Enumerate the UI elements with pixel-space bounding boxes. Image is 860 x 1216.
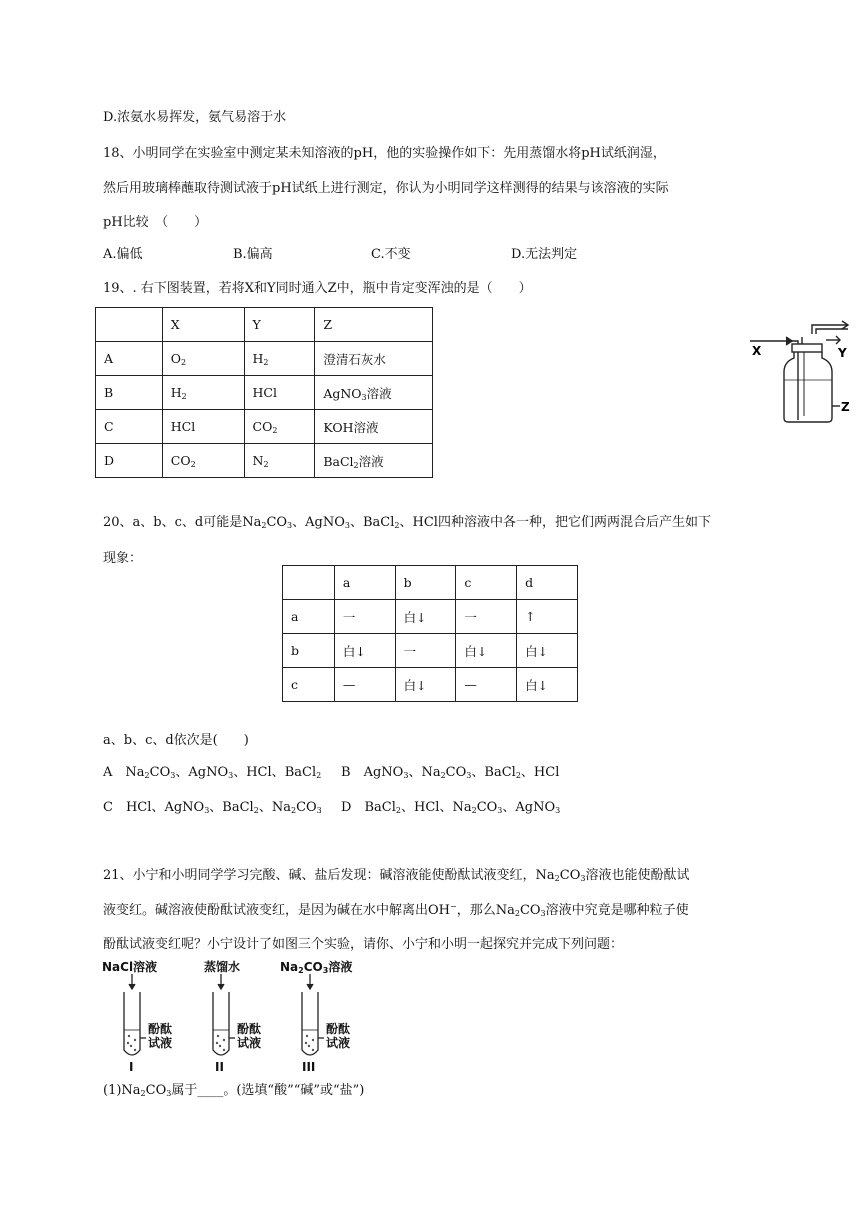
table-row [283,668,578,702]
table-cell: 白↓ [456,634,517,668]
table-cell: 一 [456,600,517,634]
table-cell: 一 [334,600,395,634]
table-cell: — [456,668,517,702]
q20-stem-line2: 现象： [103,551,143,566]
q21-stem-line2: 液变红。碱溶液使酚酞试液变红，是因为碱在水中解离出OH−，那么$Na_2CO_3$溶液中究竟是哪种粒子使 [103,902,689,918]
q18-stem-line2: 然后用玻璃棒蘸取待测试液于pH试纸上进行测定，你认为小明同学这样测得的结果与该溶液的实际 [103,181,669,196]
q18-option-d: D.无法判定 [511,247,578,262]
z-label: Z [841,400,850,414]
table-cell: HCl [244,376,315,410]
table-cell: Y [244,308,315,342]
table-cell: c [456,566,517,600]
table-cell: b [283,634,335,668]
table-cell: 白↓ [334,634,395,668]
table-cell: AgNO$_3$溶液 [315,376,433,410]
table-cell: C [96,410,163,444]
tube-1-numeral: I [129,1060,134,1074]
q19-stem: 19、. 右下图装置，若将X和Y同时通入Z中，瓶中肯定变浑浊的是（ ） [103,281,532,296]
tube-1-title: NaCl溶液 [102,960,158,974]
q21-subquestion-1: $(1)Na_2CO_3$属于____。(选填“酸”“碱”或“盐”) [103,1083,365,1098]
q21-stem-line3: 酚酞试液变红呢？小宁设计了如图三个实验，请你、小宁和小明一起探究并完成下列问题： [103,937,624,952]
table-row [96,444,433,478]
table-row [96,410,433,444]
table-cell: 白↓ [395,600,456,634]
table-cell: 白↓ [517,634,578,668]
table-row [283,566,578,600]
table-cell: — [334,668,395,702]
table-cell: BaCl$_2$溶液 [315,444,433,478]
table-cell [283,566,335,600]
tube-2-indicator: 酚酞 试液 [237,1022,262,1050]
table-cell: 白↓ [395,668,456,702]
q20-table [282,565,578,702]
x-label: X [752,344,762,358]
q18-stem-line1: 18、小明同学在实验室中测定某未知溶液的pH，他的实验操作如下：先用蒸馏水将pH试纸润湿， [103,146,666,161]
table-cell: 白↓ [517,668,578,702]
table-row [283,600,578,634]
table-cell: D [96,444,163,478]
q18-option-a: A.偏低 [103,247,143,262]
tube-1-indicator: 酚酞 试液 [148,1022,173,1050]
table-cell: B [96,376,163,410]
table-cell: $O_2$ [162,342,244,376]
table-cell: $N_2$ [244,444,315,478]
table-cell: X [162,308,244,342]
table-cell: a [334,566,395,600]
tube-2-title: 蒸馏水 [204,960,241,974]
q19-table [95,307,433,478]
table-cell: 一 [395,634,456,668]
table-cell: b [395,566,456,600]
table-cell: KOH溶液 [315,410,433,444]
tube-3-indicator: 酚酞 试液 [326,1022,351,1050]
y-label: Y [838,346,847,360]
table-row [96,376,433,410]
q18-option-b: B.偏高 [233,247,273,262]
q18-stem-line3: pH比较 （ ） [103,215,208,230]
q20-option-b: B AgNO$_3$、$Na_2CO_3$、BaCl$_2$、HCl [341,765,560,780]
tube-3-numeral: III [302,1060,316,1074]
table-row [96,342,433,376]
q20-option-c: C HCl、AgNO$_3$、BaCl$_2$、$Na_2CO_3$ [103,800,322,815]
answer-blank[interactable]: ____ [197,1083,224,1098]
table-cell: a [283,600,335,634]
table-row [96,308,433,342]
table-cell: d [517,566,578,600]
table-cell: HCl [162,410,244,444]
table-cell: A [96,342,163,376]
q20-option-d: D BaCl$_2$、HCl、$Na_2CO_3$、AgNO$_3$ [341,800,561,815]
test-tubes-figure [100,958,380,1076]
table-cell: $CO_2$ [162,444,244,478]
table-cell [96,308,163,342]
table-cell: ↑ [517,600,578,634]
q18-option-c: C.不变 [371,247,411,262]
table-row [283,634,578,668]
table-cell: $CO_2$ [244,410,315,444]
q21-stem-line1: 21、小宁和小明同学学习完酸、碱、盐后发现：碱溶液能使酚酞试液变红，$Na_2CO_3$溶液也能使酚酞试 [103,868,690,883]
table-cell: Z [315,308,433,342]
tube-3-title: $Na_2CO_3$溶液 [280,960,353,975]
q20-stem-line1: 20、a、b、c、d可能是$Na_2CO_3$、AgNO$_3$、BaCl$_2$、HCl四种溶液中各一种，把它们两两混合后产生如下 [103,515,711,530]
gas-bottle-diagram [748,320,852,425]
table-cell: $H_2$ [244,342,315,376]
table-cell: $H_2$ [162,376,244,410]
q20-question: a、b、c、d依次是( ) [103,733,249,748]
q17-option-d: D.浓氨水易挥发，氨气易溶于水 [103,110,287,125]
table-cell: c [283,668,335,702]
q20-option-a: A $Na_2CO_3$、AgNO$_3$、HCl、BaCl$_2$ [103,765,322,780]
table-cell: 澄清石灰水 [315,342,433,376]
tube-2-numeral: II [215,1060,224,1074]
